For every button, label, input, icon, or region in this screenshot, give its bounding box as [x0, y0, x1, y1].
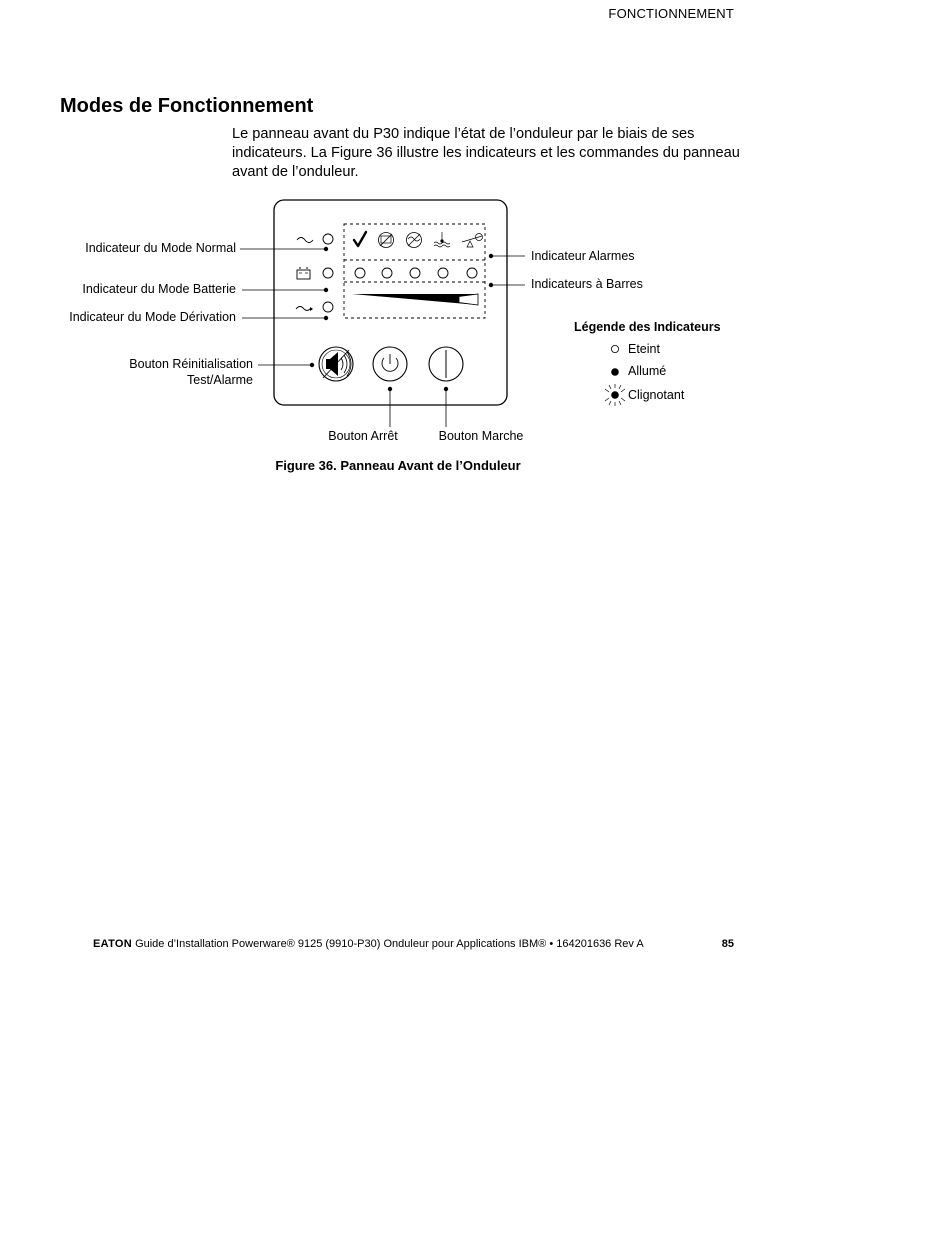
figure-caption: Figure 36. Panneau Avant de l’Onduleur	[275, 458, 521, 473]
intro-paragraph: Le panneau avant du P30 indique l’état de l’onduleur par le biais de ses indicateurs. La Figure 36 illustre les indicateurs et les commandes du panneau avant de l’onduleur.	[232, 126, 740, 180]
label-reset-line1: Bouton Réinitialisation	[129, 357, 253, 371]
legend-blink: Clignotant	[628, 388, 685, 402]
legend-on: Allumé	[628, 364, 667, 378]
footer-text: Guide d’Installation Powerware® 9125 (9910-P30) Onduleur pour Applications IBM® • 164201636 Rev A	[135, 938, 644, 950]
led-mode-derivation	[323, 302, 333, 312]
temperature-icon	[434, 232, 450, 247]
label-mode-derivation: Indicateur du Mode Dérivation	[69, 310, 236, 324]
legend-blink-icon	[605, 384, 625, 406]
overload-icon	[462, 234, 483, 248]
label-marche: Bouton Marche	[438, 429, 524, 443]
bar-led	[382, 268, 392, 278]
bar-led	[355, 268, 365, 278]
bar-led	[467, 268, 477, 278]
legend-title: Légende des Indicateurs	[574, 320, 721, 334]
label-reset-line2: Test/Alarme	[187, 373, 253, 387]
label-arret: Bouton Arrêt	[328, 429, 398, 443]
no-ac-icon	[407, 233, 422, 248]
running-header: FONCTIONNEMENT	[608, 6, 734, 21]
page-number: 85	[721, 938, 734, 950]
bar-led	[438, 268, 448, 278]
label-mode-normal: Indicateur du Mode Normal	[85, 241, 236, 255]
led-mode-normal	[323, 234, 333, 244]
label-barres: Indicateurs à Barres	[531, 277, 643, 291]
label-mode-batterie: Indicateur du Mode Batterie	[82, 282, 236, 296]
battery-icon	[297, 268, 310, 279]
legend-off: Eteint	[628, 342, 660, 356]
checkmark-icon	[354, 232, 366, 246]
on-button	[429, 347, 463, 381]
page-footer	[93, 938, 734, 950]
led-mode-batterie	[323, 268, 333, 278]
legend-off-icon	[611, 345, 618, 352]
no-battery-icon	[379, 233, 394, 248]
legend-on-icon	[611, 368, 619, 376]
bypass-icon	[296, 307, 313, 312]
label-alarmes: Indicateur Alarmes	[531, 249, 635, 263]
sine-wave-icon	[297, 238, 313, 243]
footer-brand: EATON	[93, 938, 132, 950]
bar-led	[410, 268, 420, 278]
section-title: Modes de Fonctionnement	[60, 95, 314, 117]
